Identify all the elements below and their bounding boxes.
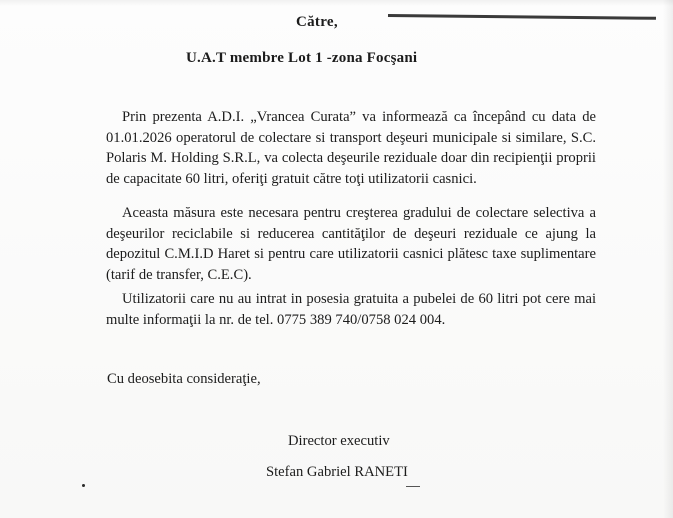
header-rule-line [388,14,656,20]
body-paragraph-3: Utilizatorii care nu au intrat in posesia gratuita a pubelei de 60 litri pot cere mai multe informaţii la nr. de tel. 0775 389 740/0758 024 004. [106,291,596,328]
body-paragraph-2: Aceasta măsura este necesara pentru creşterea gradului de colectare selectiva a deşeurilor reciclabile si reducerea cantităţilor de deşeuri reziduale ce ajung la depozitul C.M.I.D Haret si pentru care utilizatorii casnici plătesc taxe suplimentare (tarif de transfer, C.E.C). [106,205,596,283]
signatory-title: Director executiv [288,433,390,449]
recipient-label: Către, [296,14,338,30]
signature-mark [406,486,420,487]
body-paragraph-1: Prin prezenta A.D.I. „Vrancea Curata” va informează ca începând cu data de 01.01.2026 operatorul de colectare si transport deşeuri municipale si similare, S.C. Polaris M. Holding S.R.L, va colecta deşeurile reziduale doar din recipienţii proprii de capacitate 60 litri, oferiţi gratuit către toţi utilizatorii casnici. [106,109,596,187]
signatory-name: Stefan Gabriel RANETI [266,464,408,480]
scan-shadow-top [0,0,673,6]
scan-speck [82,484,85,487]
scan-shadow-right [663,0,673,518]
letter-subject: U.A.T membre Lot 1 -zona Focşani [186,50,418,66]
closing-salutation: Cu deosebita consideraţie, [107,371,261,387]
